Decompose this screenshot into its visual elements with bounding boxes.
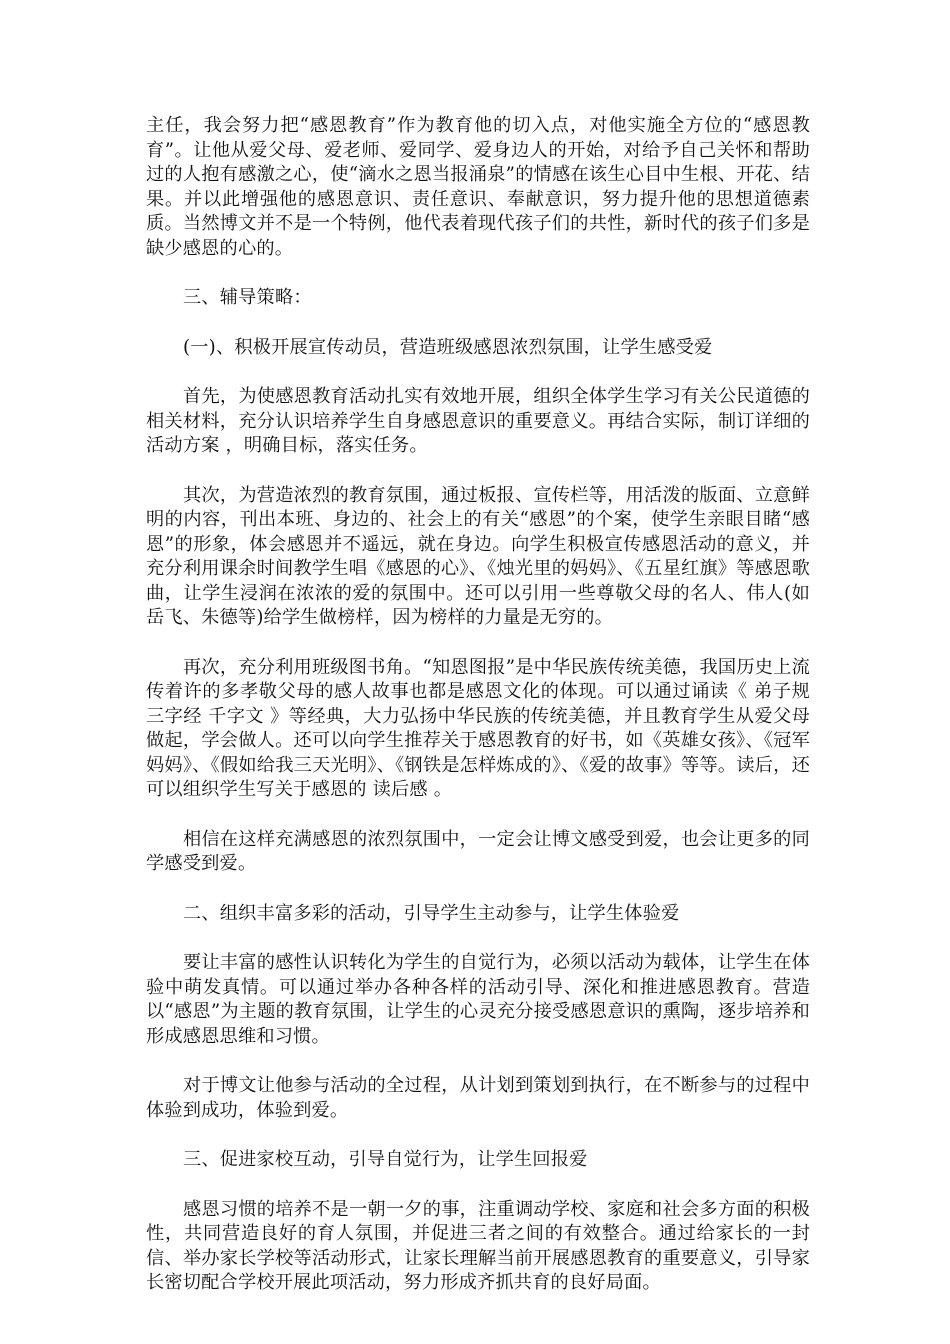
paragraph-first: 首先，为使感恩教育活动扎实有效地开展，组织全体学生学习有关公民道德的相关材料，充分认识培养学生自身感恩意识的重要意义。再结合实际，制订详细的 活动方案 ，明确目标，落实任务。 — [146, 386, 810, 456]
paragraph-belief: 相信在这样充满感恩的浓烈氛围中，一定会让博文感受到爱，也会让更多的同学感受到爱。 — [146, 828, 810, 874]
paragraph-second: 其次，为营造浓烈的教育氛围，通过板报、宣传栏等，用活泼的版面、立意鲜明的内容，刊出本班、身边的、社会上的有关“感恩”的个案，使学生亲眼目睹“感恩”的形象，体会感恩并不遥远，就在身边。向学生积极宣传感恩活动的意义，并充分利用课余时间教学生唱《感恩的心》、《烛光里的妈妈》、《五星红旗》等感恩歌曲，让学生浸润在浓浓的爱的氛围中。还可以引用一些尊敬父母的名人、伟人(如岳飞、朱德等)给学生做榜样，因为榜样的力量是无穷的。 — [146, 484, 810, 628]
subsection-heading-3: 三、促进家校互动，引导自觉行为，让学生回报爱 — [183, 1149, 588, 1170]
section-heading-strategy: 三、辅导策略： — [183, 287, 312, 308]
document-page — [146, 114, 810, 1321]
subsection-heading-1: (一)、积极开展宣传动员，营造班级感恩浓烈氛围，让学生感受爱 — [183, 336, 713, 358]
paragraph-home-school: 感恩习惯的培养不是一朝一夕的事，注重调动学校、家庭和社会多方面的积极性，共同营造良好的育人氛围，并促进三者之间的有效整合。通过给家长的一封信、举办家长学校等活动形式，让家长理解当前开展感恩教育的重要意义，引导家长密切配合学校开展此项活动，努力形成齐抓共育的良好局面。 — [146, 1198, 810, 1293]
subsection-heading-2: 二、组织丰富多彩的活动，引导学生主动参与，让学生体验爱 — [183, 902, 680, 924]
intro-paragraph: 主任，我会努力把“感恩教育”作为教育他的切入点，对他实施全方位的“感恩教育”。让他从爱父母、爱老师、爱同学、爱身边人的开始，对给予自己关怀和帮助过的人抱有感激之心，使“滴水之恩当报涌泉”的情感在该生心目中生根、开花、结果。并以此增强他的感恩意识、责任意识、奉献意识，努力提升他的思想道德素质。当然博文并不是一个特例，他代表着现代孩子们的共性，新时代的孩子们多是缺少感恩的心的。 — [146, 115, 810, 259]
paragraph-participation: 对于博文让他参与活动的全过程，从计划到策划到执行，在不断参与的过程中体验到成功，体验到爱。 — [146, 1075, 810, 1121]
paragraph-activities: 要让丰富的感性认识转化为学生的自觉行为，必须以活动为载体，让学生在体验中萌发真情。可以通过举办各种各样的活动引导、深化和推进感恩教育。营造以“感恩”为主题的教育氛围，让学生的心灵充分接受感恩意识的熏陶，逐步培养和形成感恩思维和习惯。 — [146, 952, 810, 1047]
paragraph-third: 再次，充分利用班级图书角。“知恩图报”是中华民族传统美德，我国历史上流传着许的多孝敬父母的感人故事也都是感恩文化的体现。可以通过诵读《 弟子规 三字经 千字文 》等经典，大力弘扬中华民族的传统美德，并且教育学生从爱父母做起，学会做人。还可以向学生推荐关于感恩教育的好书，如《英雄女孩》、《冠军妈妈》、《假如给我三天光明》、《钢铁是怎样炼成的》、《爱的故事》等等。读后，还可以组织学生写关于感恩的 读后感 。 — [146, 656, 810, 800]
